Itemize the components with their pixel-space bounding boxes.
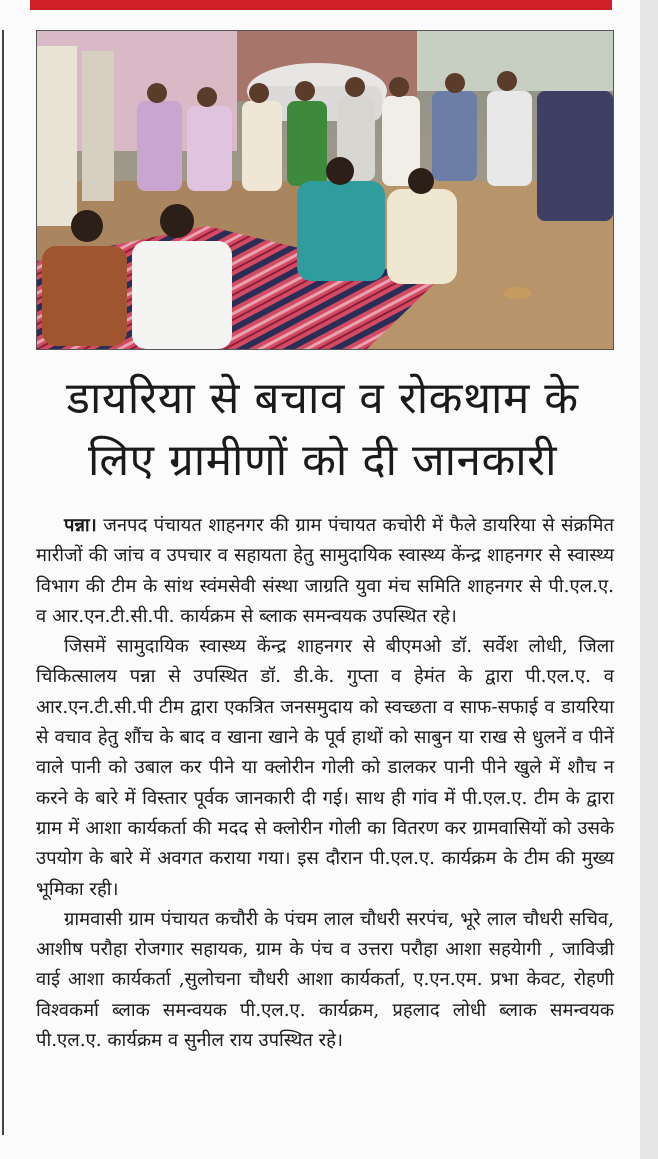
headline-line-1: डायरिया से बचाव व रोकथाम के: [66, 373, 579, 424]
header-red-bar: [30, 0, 612, 10]
paragraph-1-text: जनपद पंचायत शाहनगर की ग्राम पंचायत कचोरी में फैले डायरिया से संक्रमित मारीजों की जांच व उपचार व सहायता हेतु सामुदायिक स्वास्थ्य केंन्द्र शाहनगर से स्वास्थ्य विभाग की टीम के सांथ स्वंमसेवी संस्था जाग्रति युवा मंच समिति शाहनगर से पी.एल.ए. व आर.एन.टी.सी.पी. कार्यक्रम से ब्लाक समन्वयक उपस्थित रहे।: [36, 515, 614, 627]
page-margin: [640, 0, 658, 1159]
news-photo: [36, 30, 614, 350]
village-meeting-photo-icon: [37, 31, 613, 349]
dateline: पन्ना।: [64, 515, 97, 536]
article-paragraph-3: ग्रामवासी ग्राम पंचायत कचौरी के पंचम लाल चौधरी सरपंच, भूरे लाल चौधरी सचिव, आशीष परौहा रोजगार सहायक, ग्राम के पंच व उत्तरा परौहा आशा सहयेागी , जाविज्री वाई आशा कार्यकर्ता ,सुलोचना चौधरी आशा कार्यकर्ता, ए.एन.एम. प्रभा केवट, रोहणी विश्वकर्मा ब्लाक समन्वयक पी.एल.ए. कार्यक्रम, प्रहलाद लोधी ब्लाक समन्वयक पी.एल.ए. कार्यक्रम व सुनील राय उपस्थित रहे।: [36, 908, 614, 1052]
column-rule: [2, 30, 4, 1135]
article-paragraph-1: [36, 511, 614, 632]
article-paragraph-2: जिसमें सामुदायिक स्वास्थ्य केंन्द्र शाहनगर से बीएमओ डॉ. सर्वेश लोधी, जिला चिकित्सालय पन्ना से उपस्थित डॉ. डी.के. गुप्ता व हेमंत के द्वारा पी.एल.ए. व आर.एन.टी.सी.पी टीम द्वारा एकत्रित जनसमुदाय को स्वच्छता व साफ-सफाई व डायरिया से वचाव हेतु शौंच के बाद व खाना खाने के पूर्व हाथों को साबुन या राख से धुलनें व पीनें वाले पानी को उबाल कर पीने या क्लोरीन गोली को डालकर पानी पीने खुले में शौच न करने के बारे में विस्तार पूर्वक जानकारी दी गई। साथ ही गांव में पी.एल.ए. टीम के द्वारा ग्राम में आशा कार्यकर्ता की मदद से क्लोरीन गोली का वितरण कर ग्रामवासियों को उसके उपयोग के बारे में अवगत कराया गया। इस दौरान पी.एल.ए. कार्यक्रम के टीम की मुख्य भूमिका रही।: [36, 636, 614, 900]
article-body: [36, 511, 614, 1056]
headline: [30, 368, 615, 492]
headline-line-2: लिए ग्रामीणों को दी जानकारी: [87, 435, 558, 486]
